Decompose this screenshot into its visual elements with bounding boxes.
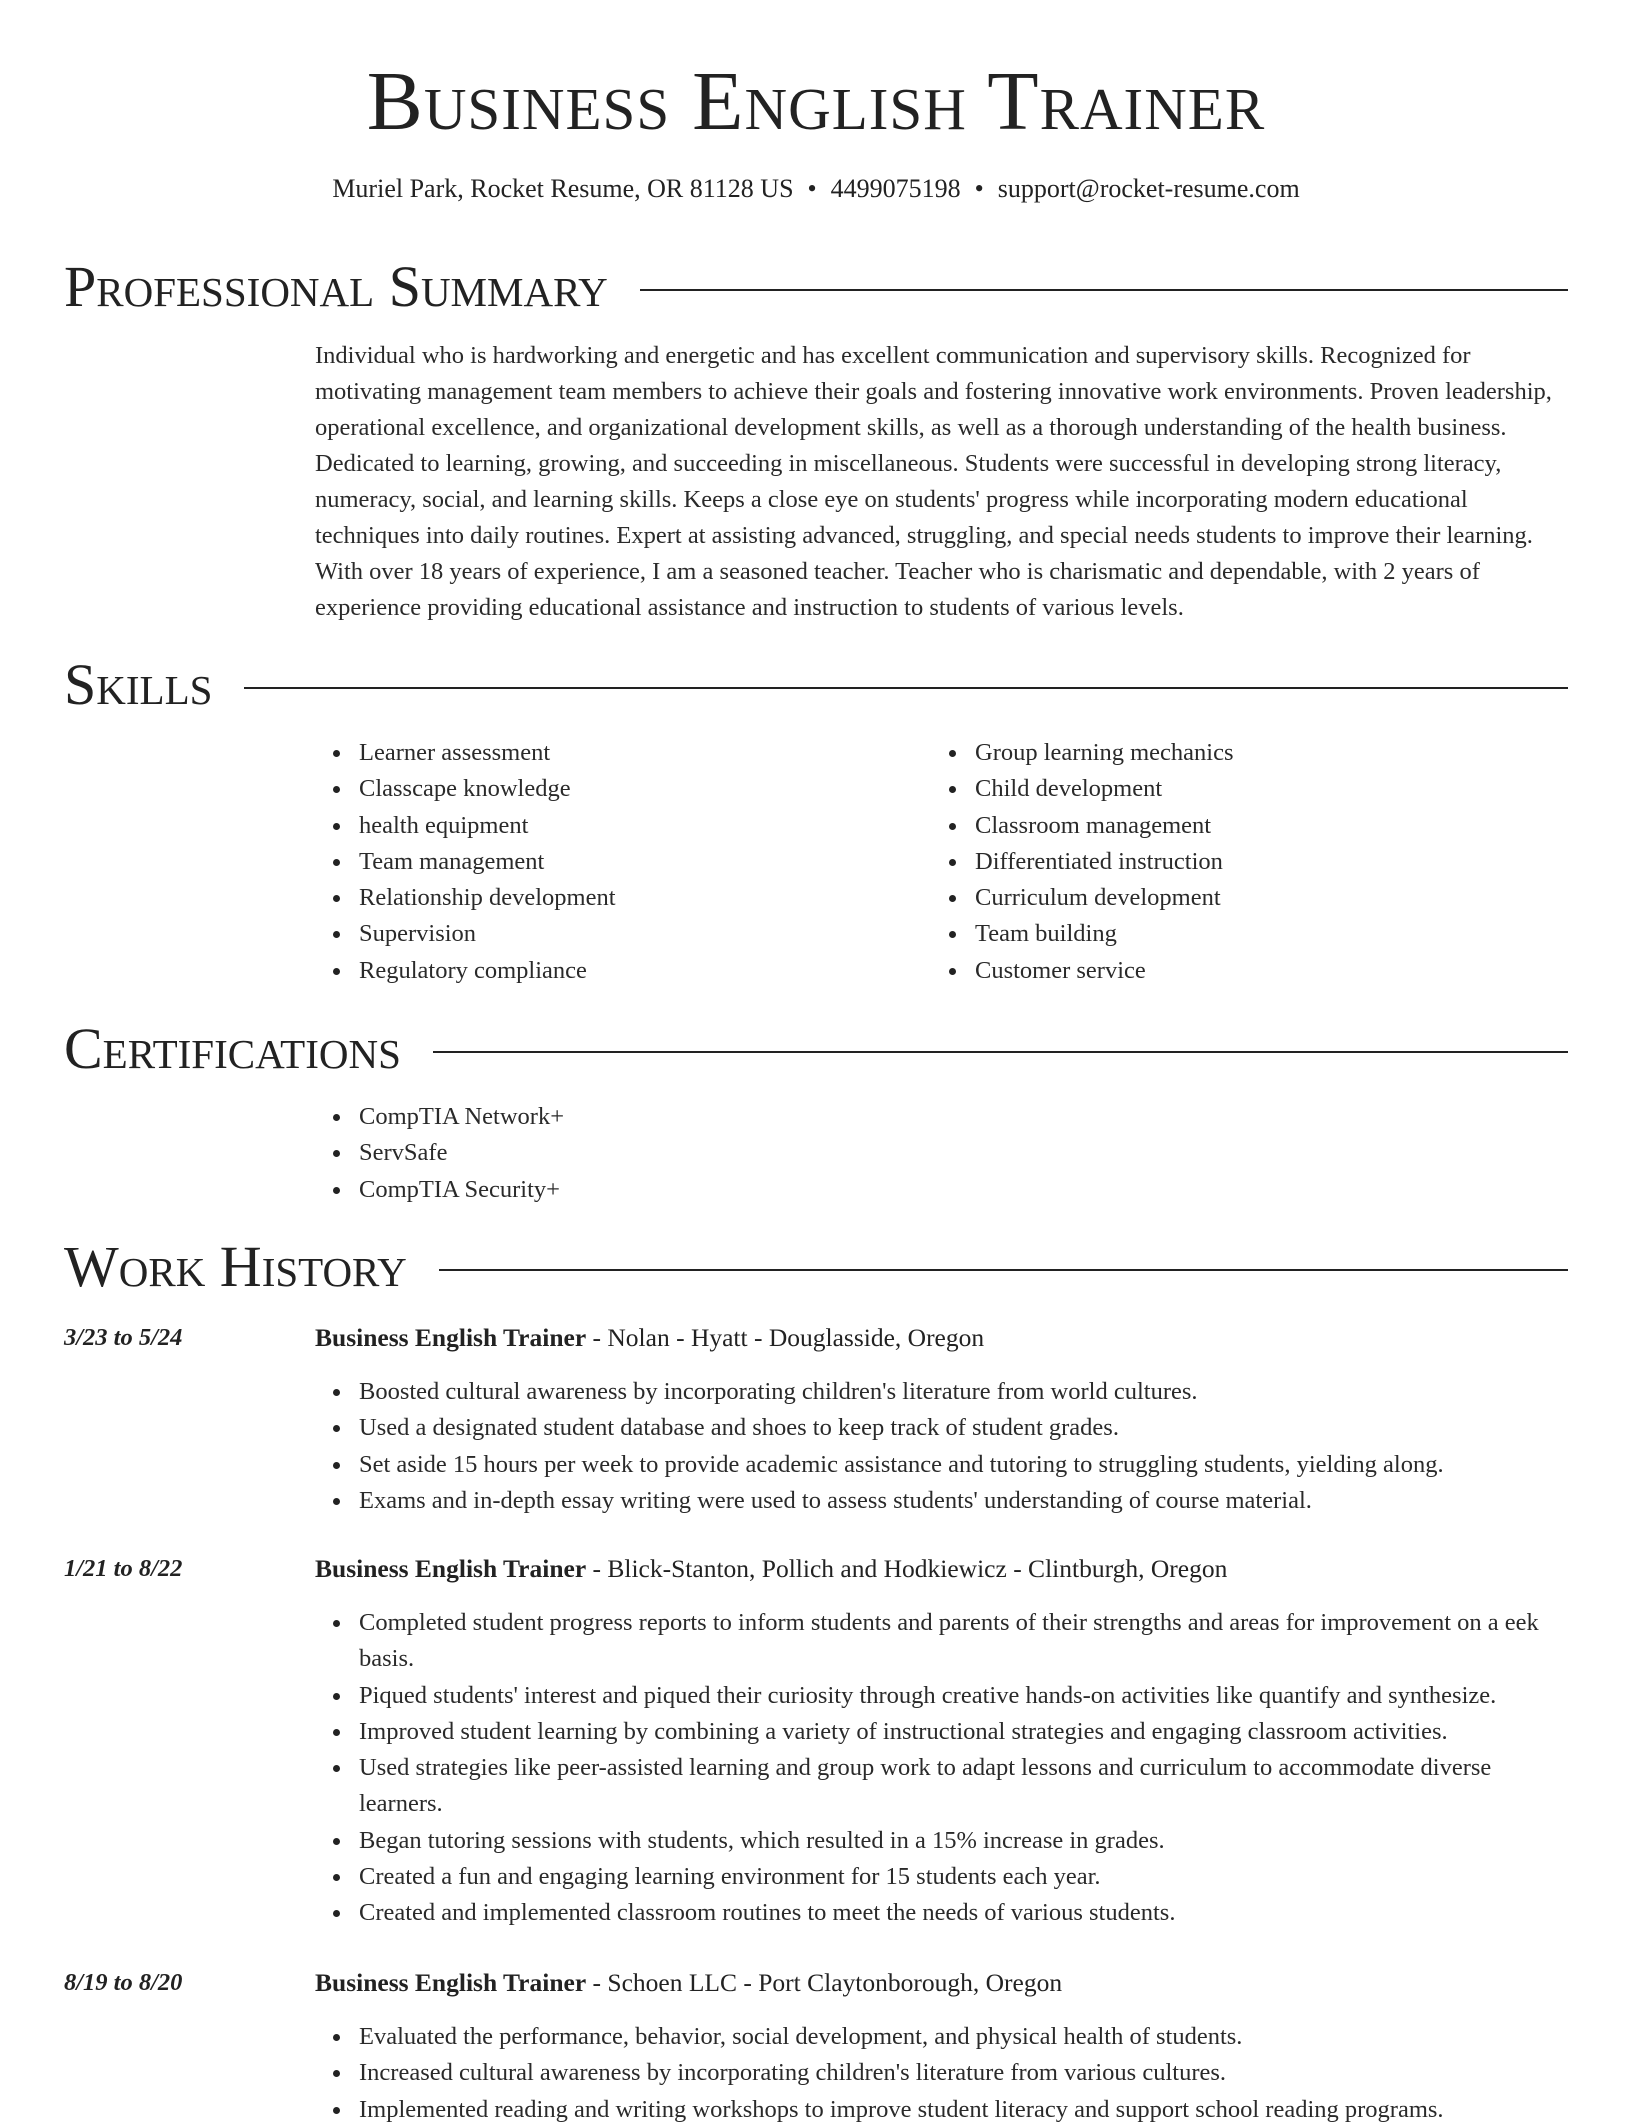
skill-item: Child development (975, 771, 1551, 807)
section-divider (640, 289, 1568, 291)
skill-item: Team building (975, 916, 1551, 952)
section-header-certifications (64, 1016, 1568, 1081)
job-dates: 8/19 to 8/20 (64, 1969, 183, 1996)
skill-item: Group learning mechanics (975, 735, 1551, 771)
section-divider (433, 1051, 1568, 1053)
skills-column-right (931, 735, 1551, 989)
section-divider (244, 687, 1568, 689)
skill-item: Classcape knowledge (359, 771, 875, 807)
job-bullet: Exams and in-depth essay writing were used to assess students' understanding of course material. (359, 1483, 1568, 1519)
certification-item: ServSafe (359, 1135, 564, 1171)
job-heading (315, 1965, 1568, 2001)
skills-column-left (315, 735, 875, 989)
certifications-list (315, 1099, 564, 1208)
job-bullet: Implemented reading and writing workshops to improve student literacy and support school reading programs. (359, 2092, 1568, 2128)
job-details: - Blick-Stanton, Pollich and Hodkiewicz - Clintburgh, Oregon (586, 1554, 1228, 1583)
skill-item: Curriculum development (975, 880, 1551, 916)
section-title: Work History (64, 1234, 407, 1299)
job-bullet: Created a fun and engaging learning environment for 15 students each year. (359, 1859, 1568, 1895)
skill-item: Classroom management (975, 808, 1551, 844)
job-heading (315, 1320, 1568, 1356)
section-title: Professional Summary (64, 254, 608, 319)
summary-text: Individual who is hardworking and energetic and has excellent communication and supervisory skills. Recognized for motivating management team members to achieve their goals and fostering innovative work environments. Proven leadership, operational excellence, and organizational development skills, as well as a thorough understanding of the health business. Dedicated to learning, growing, and succeeding in miscellaneous. Students were successful in developing strong literacy, numeracy, social, and learning skills. Keeps a close eye on students' progress while incorporating modern educational techniques into daily routines. Expert at assisting advanced, struggling, and special needs students to improve their learning. With over 18 years of experience, I am a seasoned teacher. Teacher who is charismatic and dependable, with 2 years of experience providing educational assistance and instruction to students of various levels. (315, 342, 1552, 621)
contact-phone: 4499075198 (830, 174, 961, 203)
section-header-work-history (64, 1234, 1568, 1299)
resume-title: Business English Trainer (366, 55, 1266, 148)
skill-item: Regulatory compliance (359, 953, 875, 989)
section-title: Skills (64, 652, 213, 717)
contact-line (0, 172, 1632, 206)
job-details: - Schoen LLC - Port Claytonborough, Oregon (586, 1968, 1063, 1997)
job-bullets (315, 1605, 1568, 1932)
job-dates: 3/23 to 5/24 (64, 1324, 183, 1351)
job-bullet: Completed student progress reports to inform students and parents of their strengths and areas for improvement on a eek basis. (359, 1605, 1568, 1678)
skill-item: Learner assessment (359, 735, 875, 771)
contact-email: support@rocket-resume.com (997, 174, 1300, 203)
job-bullet: Used a designated student database and shoes to keep track of student grades. (359, 1410, 1568, 1446)
job-bullet: Began tutoring sessions with students, which resulted in a 15% increase in grades. (359, 1823, 1568, 1859)
section-header-summary (64, 254, 1568, 319)
contact-address: Muriel Park, Rocket Resume, OR 81128 US (332, 174, 794, 203)
job-bullet: Used strategies like peer-assisted learning and group work to adapt lessons and curriculum to accommodate diverse learners. (359, 1750, 1568, 1823)
contact-separator: • (974, 174, 984, 203)
certification-item: CompTIA Security+ (359, 1172, 564, 1208)
certification-item: CompTIA Network+ (359, 1099, 564, 1135)
skill-item: Differentiated instruction (975, 844, 1551, 880)
job-bullet: Increased cultural awareness by incorporating children's literature from various cultures. (359, 2055, 1568, 2091)
job-bullet: Set aside 15 hours per week to provide academic assistance and tutoring to struggling students, yielding along. (359, 1447, 1568, 1483)
job-bullet: Improved student learning by combining a variety of instructional strategies and engaging classroom activities. (359, 1714, 1568, 1750)
skill-item: Relationship development (359, 880, 875, 916)
job-bullet: Evaluated the performance, behavior, social development, and physical health of students. (359, 2019, 1568, 2055)
contact-separator: • (807, 174, 817, 203)
job-bullets (315, 1374, 1568, 1519)
section-divider (439, 1269, 1568, 1271)
skill-item: Team management (359, 844, 875, 880)
skill-item: Customer service (975, 953, 1551, 989)
job-bullet: Created and implemented classroom routines to meet the needs of various students. (359, 1895, 1568, 1931)
job-details: - Nolan - Hyatt - Douglasside, Oregon (586, 1323, 985, 1352)
section-header-skills (64, 652, 1568, 717)
section-title: Certifications (64, 1016, 401, 1081)
job-dates: 1/21 to 8/22 (64, 1555, 183, 1582)
job-bullet: Boosted cultural awareness by incorporating children's literature from world cultures. (359, 1374, 1568, 1410)
job-role: Business English Trainer (315, 1554, 587, 1583)
job-role: Business English Trainer (315, 1323, 587, 1352)
skill-item: health equipment (359, 808, 875, 844)
job-heading (315, 1551, 1568, 1587)
job-role: Business English Trainer (315, 1968, 587, 1997)
skill-item: Supervision (359, 916, 875, 952)
job-bullet: Piqued students' interest and piqued their curiosity through creative hands-on activities like quantify and synthesize. (359, 1678, 1568, 1714)
